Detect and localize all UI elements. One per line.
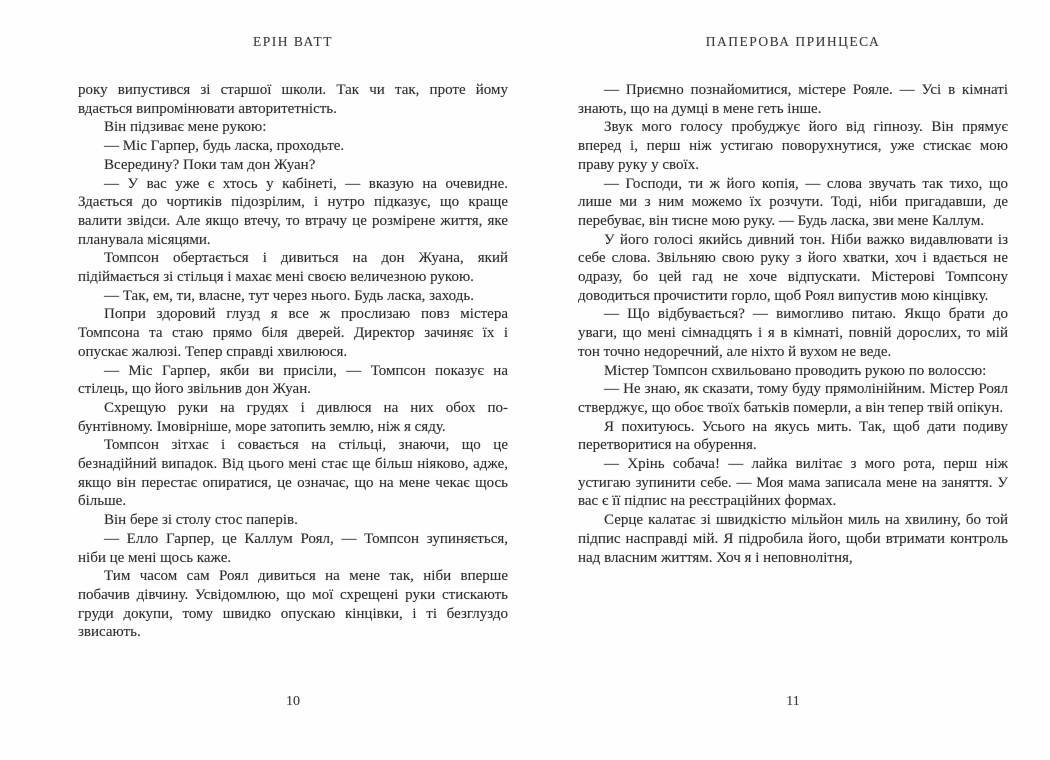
right-page-number: 11 bbox=[786, 694, 800, 709]
paragraph: — Елло Гарпер, це Каллум Роял, — Томпсон зупиняється, ніби це мені щось каже. bbox=[78, 530, 508, 566]
paragraph: — Так, ем, ти, власне, тут через нього. Будь ласка, заходь. bbox=[104, 287, 474, 304]
paragraph: Звук мого голосу пробуджує його від гіпнозу. Він прямує вперед і, перш ніж устигаю поворухнутися, уже стискає мою праву руку у своїх. bbox=[578, 119, 1008, 173]
paragraph: Містер Томпсон схвильовано проводить рукою по волоссю: bbox=[604, 362, 987, 379]
paragraph: Серце калатає зі швидкістю мільйон миль на хвилину, бо той підпис насправді мій. Я підробила його, щоби втримати контроль над власним життям. Хоч я і неповнолітня, bbox=[578, 512, 1008, 566]
paragraph: — Господи, ти ж його копія, — слова звучать так тихо, що лише ми з ним можемо їх розчути. Тоді, ніби пригадавши, де перебуває, він тисне мою руку. — Будь ласка, зви мене Каллум. bbox=[578, 175, 1008, 229]
left-page-number: 10 bbox=[286, 694, 300, 709]
paragraph: — Хрінь собача! — лайка вилітає з мого рота, перш ніж устигаю зупинити себе. — Моя мама записала мене на заняття. У вас є її підпис на реєстраційних формах. bbox=[578, 456, 1008, 510]
left-page-column bbox=[78, 0, 508, 642]
paragraph: — Міс Гарпер, якби ви присіли, — Томпсон показує на стілець, що його звільнив дон Жуан. bbox=[78, 362, 508, 398]
right-page-column bbox=[578, 0, 1008, 567]
paragraph: Томпсон зітхає і совається на стільці, знаючи, що це безнадійний випадок. Від цього мені стає ще більш ніяково, адже, якщо він перестає опиратися, це означає, що на мене чекає щось більше. bbox=[78, 437, 508, 510]
paragraph: — Приємно познайомитися, містере Рояле. — Усі в кімнаті знають, що на думці в мене геть інше. bbox=[578, 82, 1008, 117]
left-page-text bbox=[78, 81, 508, 642]
paragraph: Схрещую руки на грудях і дивлюся на них обох по-бунтівному. Імовірніше, море затопить землю, ніж я сяду. bbox=[78, 399, 508, 435]
right-page-text bbox=[578, 81, 1008, 567]
paragraph: — У вас уже є хтось у кабінеті, — вказую на очевидне. Здається до чортиків підозрілим, і нутро підказує, що краще валити звідси. Але якщо втечу, то втрачу це розмірене життя, яке планувала місяцями. bbox=[78, 175, 508, 248]
paragraph: року випустився зі старшої школи. Так чи так, проте йому вдається випромінювати авторитетність. bbox=[78, 82, 508, 117]
paragraph: Попри здоровий глузд я все ж прослизаю повз містера Томпсона та стаю прямо біля дверей. Директор зачиняє їх і опускає жалюзі. Тепер справді хвилююся. bbox=[78, 306, 508, 360]
paragraph: Він підзиває мене рукою: bbox=[104, 119, 267, 136]
paragraph: Всередину? Поки там дон Жуан? bbox=[104, 156, 316, 173]
paragraph: — Міс Гарпер, будь ласка, проходьте. bbox=[104, 138, 345, 155]
right-running-header: ПАПЕРОВА ПРИНЦЕСА bbox=[705, 34, 881, 49]
paragraph: Тим часом сам Роял дивиться на мене так, ніби вперше побачив дівчину. Усвідомлюю, що мої схрещені руки стискають груди докупи, тому швидко опускаю кінцівки, і ті безглуздо звисають. bbox=[78, 568, 508, 641]
paragraph: — Не знаю, як сказати, тому буду прямолінійним. Містер Роял стверджує, що обоє твоїх батьків померли, а він тепер твій опікун. bbox=[578, 381, 1008, 416]
paragraph: У його голосі якийсь дивний тон. Ніби важко видавлювати із себе слова. Звільняю свою руку з його хватки, хоч і вдається не одразу, бо цей гад не хоче відпускати. Містерові Томпсону доводиться прочистити горло, щоб Роял випустив мою кінцівку. bbox=[578, 231, 1008, 304]
paragraph: Я похитуюсь. Усього на якусь мить. Так, щоб дати подиву перетворитися на обурення. bbox=[578, 418, 1008, 454]
right-page bbox=[525, 0, 1050, 760]
left-running-header: ЕРІН ВАТТ bbox=[252, 34, 334, 49]
paragraph: Томпсон обертається і дивиться на дон Жуана, який підіймається зі стільця і махає мені своєю величезною рукою. bbox=[78, 250, 508, 286]
paragraph: Він бере зі столу стос паперів. bbox=[104, 512, 298, 529]
paragraph: — Що відбувається? — вимогливо питаю. Якщо брати до уваги, що мені сімнадцять і я в кімнаті, повній дорослих, то мій тон точно недоречний, але ніхто й вухом не веде. bbox=[578, 306, 1008, 360]
